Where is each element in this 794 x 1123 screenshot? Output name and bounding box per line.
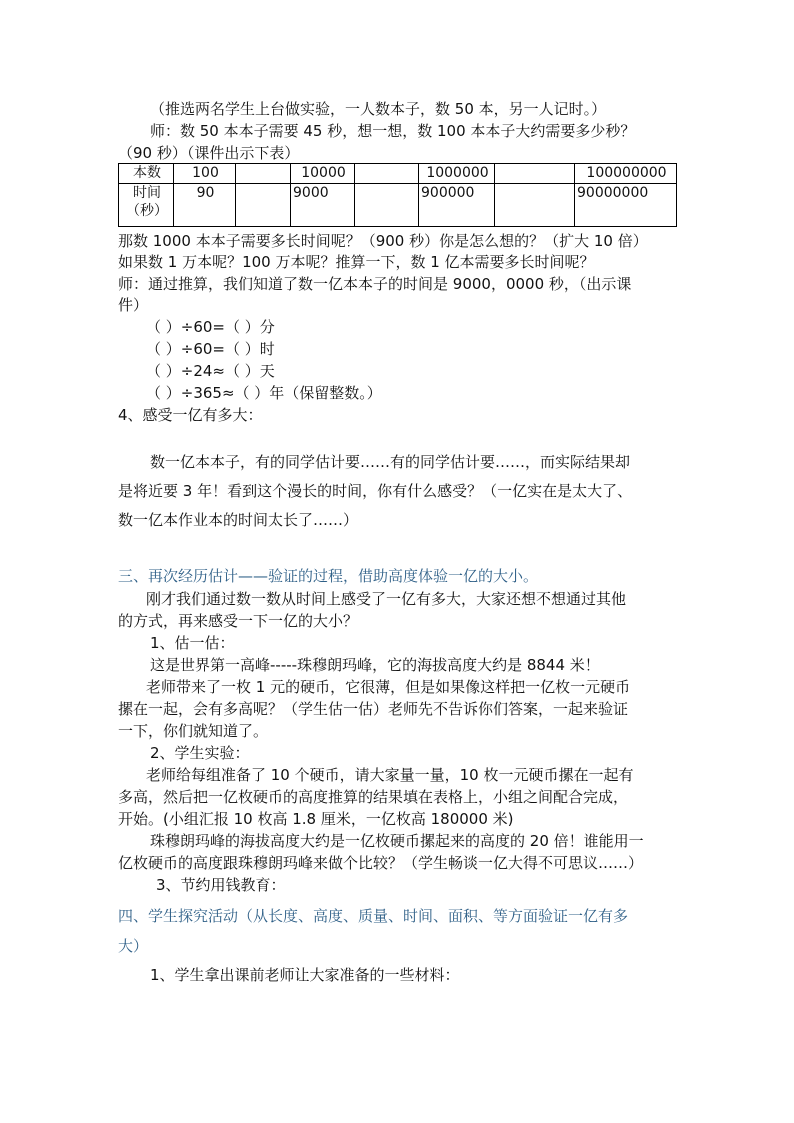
text-line: 多高，然后把一亿枚硬币的高度推算的结果填在表格上，小组之间配合完成， [118, 788, 629, 806]
text-line: （ ）÷60=（ ）时 [146, 340, 275, 358]
text-line: （90 秒）（课件出示下表） [118, 144, 300, 162]
time-table [118, 163, 677, 227]
table-cell: 10000 [291, 164, 355, 184]
table-cell [119, 184, 174, 227]
table-cell: 900000 [419, 184, 495, 227]
section-heading: 大） [118, 937, 149, 955]
section-heading: 四、学生探究活动（从长度、高度、质量、时间、面积、等方面验证一亿有多 [118, 907, 629, 925]
text-line: （ ）÷365≈（ ）年（保留整数。） [146, 384, 382, 402]
text-line: 数一亿本作业本的时间太长了……） [118, 511, 359, 529]
text-line: 老师带来了一枚 1 元的硬币，它很薄，但是如果像这样把一亿枚一元硬币 [146, 678, 631, 696]
table-row [119, 164, 677, 184]
table-cell: 1000000 [419, 164, 495, 184]
table-cell [355, 184, 419, 227]
table-cell [495, 164, 575, 184]
text-line: 的方式，再来感受一下一亿的大小？ [118, 612, 359, 630]
text-line: 数一亿本本子，有的同学估计要……有的同学估计要……，而实际结果却 [150, 453, 631, 471]
text-line: 4、感受一亿有多大： [118, 406, 263, 424]
text-line: 师：通过推算，我们知道了数一亿本本子的时间是 9000，0000 秒，（出示课 [118, 275, 632, 293]
table-cell: 100 [174, 164, 236, 184]
table-cell [355, 164, 419, 184]
text-line: 这是世界第一高峰-----珠穆朗玛峰，它的海拔高度大约是 8844 米！ [150, 656, 600, 674]
section-heading: 三、再次经历估计——验证的过程，借助高度体验一亿的大小。 [118, 567, 539, 585]
table-cell: 9000 [291, 184, 355, 227]
text-line: 1、学生拿出课前老师让大家准备的一些材料： [150, 966, 460, 984]
text-line: 是将近要 3 年！看到这个漫长的时间，你有什么感受？（一亿实在是太大了、 [118, 482, 633, 500]
text-line: （ ）÷24≈（ ）天 [146, 362, 275, 380]
text-line: 一下，你们就知道了。 [118, 722, 269, 740]
table-cell: 90 [174, 184, 236, 227]
text-line: 刚才我们通过数一数从时间上感受了一亿有多大，大家还想不想通过其他 [146, 590, 627, 608]
table-cell: 本数 [119, 164, 174, 184]
text-line: 件） [118, 296, 149, 314]
table-cell: 90000000 [575, 184, 677, 227]
table-cell [495, 184, 575, 227]
table-cell: 100000000 [575, 164, 677, 184]
text-line: （ ）÷60=（ ）分 [146, 318, 275, 336]
table-cell [236, 184, 291, 227]
text-line: 1、估一估： [150, 634, 235, 652]
text-line: 师：数 50 本本子需要 45 秒，想一想，数 100 本本子大约需要多少秒？ [150, 122, 636, 140]
text-line: 摞在一起，会有多高呢？（学生估一估）老师先不告诉你们答案，一起来验证 [118, 700, 629, 718]
table-cell-line: 时间 [133, 185, 161, 201]
text-line: 2、学生实验： [150, 744, 250, 762]
table-cell-line: （秒） [126, 203, 168, 219]
text-line: 老师给每组准备了 10 个硬币，请大家量一量，10 枚一元硬币摞在一起有 [146, 766, 634, 784]
table-row [119, 184, 677, 227]
text-line: 亿枚硬币的高度跟珠穆朗玛峰来做个比较？（学生畅谈一亿大得不可思议……） [118, 854, 644, 872]
text-line: 珠穆朗玛峰的海拔高度大约是一亿枚硬币摞起来的高度的 20 倍！谁能用一 [150, 832, 644, 850]
text-line: 3、节约用钱教育： [156, 876, 286, 894]
text-line: 如果数 1 万本呢？100 万本呢？推算一下，数 1 亿本需要多长时间呢？ [118, 253, 595, 271]
text-line: 开始。(小组汇报 10 枚高 1.8 厘米，一亿枚高 180000 米) [118, 810, 514, 828]
text-line: （推选两名学生上台做实验，一人数本子，数 50 本，另一人记时。） [150, 100, 607, 118]
text-line: 那数 1000 本本子需要多长时间呢？（900 秒）你是怎么想的？（扩大 10 倍） [118, 232, 648, 250]
table-cell [236, 164, 291, 184]
